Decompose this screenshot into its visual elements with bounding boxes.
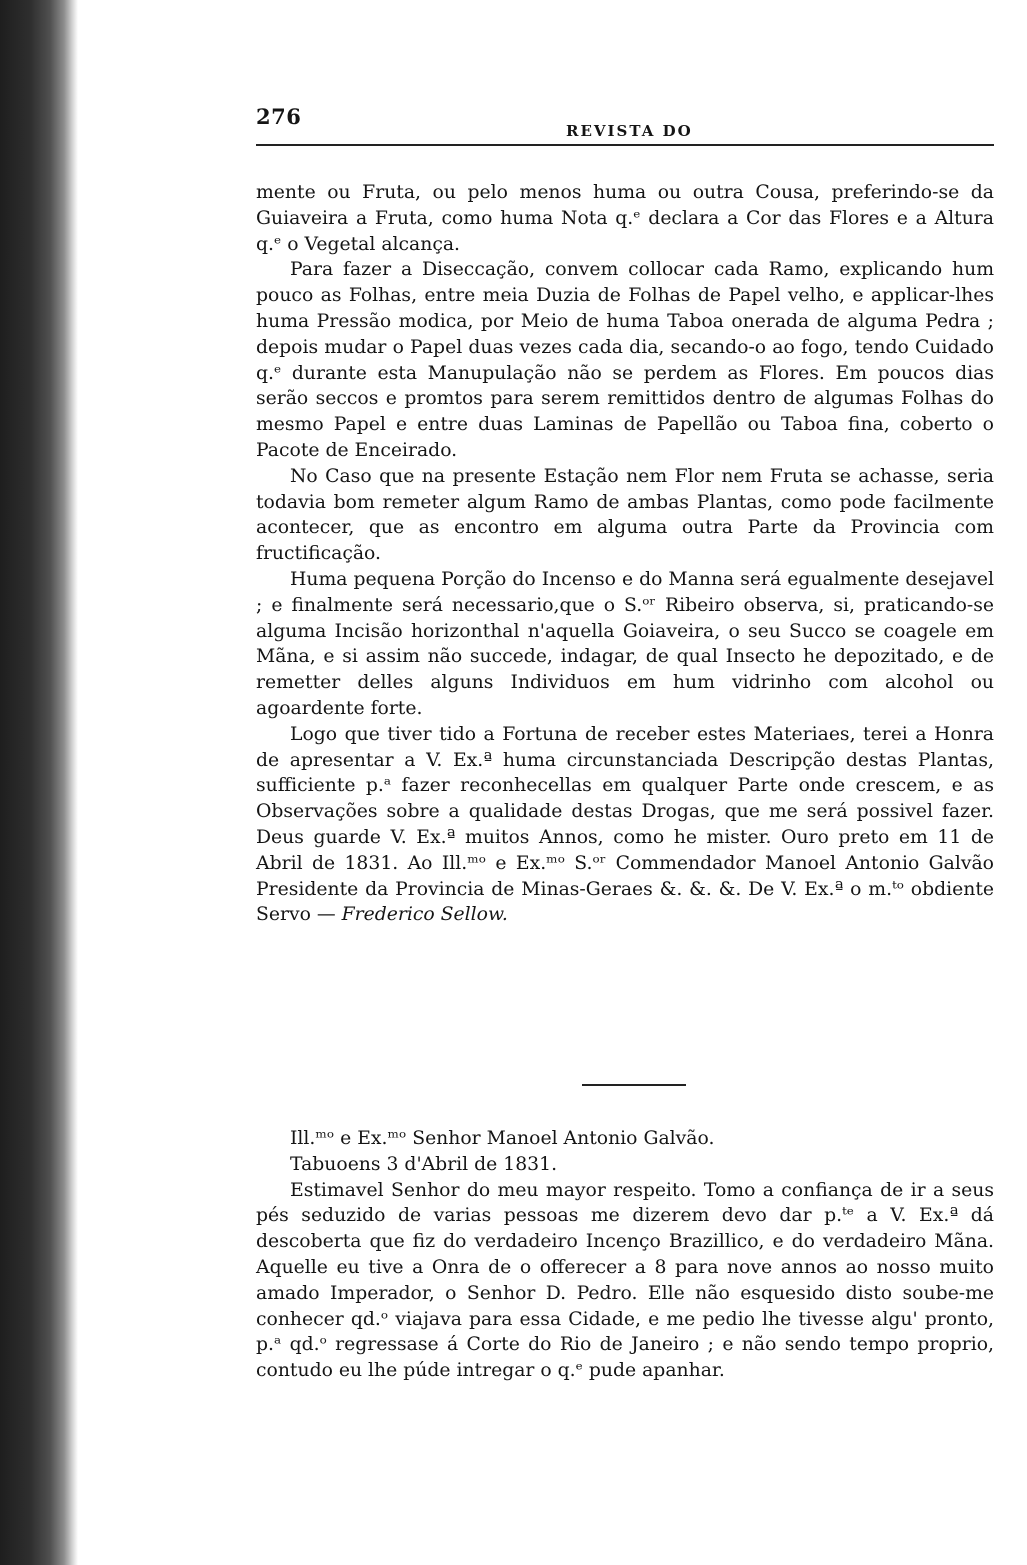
body-text-bottom	[256, 1126, 994, 1384]
section-separator	[582, 1084, 686, 1086]
letter-paragraph: Estimavel Senhor do meu mayor respeito. Tomo a confiança de ir a seus pés seduzido de varias pessoas me dizerem devo dar p.ᵗᵉ a V. Ex.ª dá descoberta que fiz do verdadeiro Incenço Brazillico, e do verdadeiro Mãna. Aquelle eu tive a Onra de o offerecer a 8 para nove annos ao nosso muito amado Imperador, o Senhor D. Pedro. Elle não esquesido disto soube-me conhecer qd.ᵒ viajava para essa Cidade, e me pedio lhe tivesse algu' pronto, p.ᵃ qd.ᵒ regressase á Corte do Rio de Janeiro ; e não sendo tempo proprio, contudo eu lhe púde intregar o q.ᵉ pude apanhar.	[256, 1179, 994, 1382]
paragraph-closing	[256, 722, 994, 928]
letter-salutation: Ill.ᵐᵒ e Ex.ᵐᵒ Senhor Manoel Antonio Galvão.	[290, 1128, 715, 1149]
body-text-top	[256, 180, 994, 928]
signature: Frederico Sellow.	[341, 904, 508, 926]
paragraph-incenso-manna: Huma pequena Porção do Incenso e do Manna será egualmente desejavel ; e finalmente será necessario,que o S.ᵒʳ Ribeiro observa, si, praticando-se alguma Incisão horizonthal n'aquella Goiaveira, o seu Succo se coagele em Mãna, e si assim não succede, indagar, de qual Insecto he depozitado, e de remetter delles alguns Individuos em hum vidrinho com alcohol ou agoardente forte.	[256, 568, 994, 719]
closing-text: Logo que tiver tido a Fortuna de receber estes Materiaes, terei a Honra de apresentar a V. Ex.ª huma circunstanciada Descripção destas Plantas, sufficiente p.ᵃ fazer reconhecellas em qualquer Parte onde crescem, e as Observações sobre a qualidade destas Drogas, que me será possivel fazer. Deus guarde V. Ex.ª muitos Annos, como he mister. Ouro preto em 11 de Abril de 1831. Ao Ill.ᵐᵒ e Ex.ᵐᵒ S.ᵒʳ Commendador Manoel Antonio Galvão Presidente da Provincia de Minas-Geraes &. &. &. De V. Ex.ª o m.ᵗᵒ obdiente Servo —	[256, 723, 994, 926]
paragraph-estacao: No Caso que na presente Estação nem Flor nem Fruta se achasse, seria todavia bom remeter algum Ramo de ambas Plantas, como pode facilmente acontecer, que as encontro em alguma outra Parte da Provincia com fructificação.	[256, 465, 994, 565]
running-head: REVISTA DO	[566, 122, 693, 140]
page-number: 276	[256, 104, 302, 129]
paragraph-continuation: mente ou Fruta, ou pelo menos huma ou outra Cousa, preferindo-se da Guiaveira a Fruta, como huma Nota q.ᵉ declara a Cor das Flores e a Altura q.ᵉ o Vegetal alcança.	[256, 182, 994, 255]
paragraph-diseccacao: Para fazer a Diseccação, convem collocar cada Ramo, explicando hum pouco as Folhas, entre meia Duzia de Folhas de Papel velho, e applicar-lhes huma Pressão modica, por Meio de huma Taboa onerada de alguma Pedra ; depois mudar o Papel duas vezes cada dia, secando-o ao fogo, tendo Cuidado q.ᵉ durante esta Manupulação não se perdem as Flores. Em poucos dias serão seccos e promtos para serem remittidos dentro de algumas Folhas do mesmo Papel e entre duas Laminas de Papellão ou Taboa fina, coberto o Pacote de Enceirado.	[256, 259, 994, 461]
book-binding-shadow	[0, 0, 78, 1565]
page-header	[256, 104, 994, 148]
letter-dateline: Tabuoens 3 d'Abril de 1831.	[290, 1153, 558, 1175]
header-rule	[256, 144, 994, 146]
